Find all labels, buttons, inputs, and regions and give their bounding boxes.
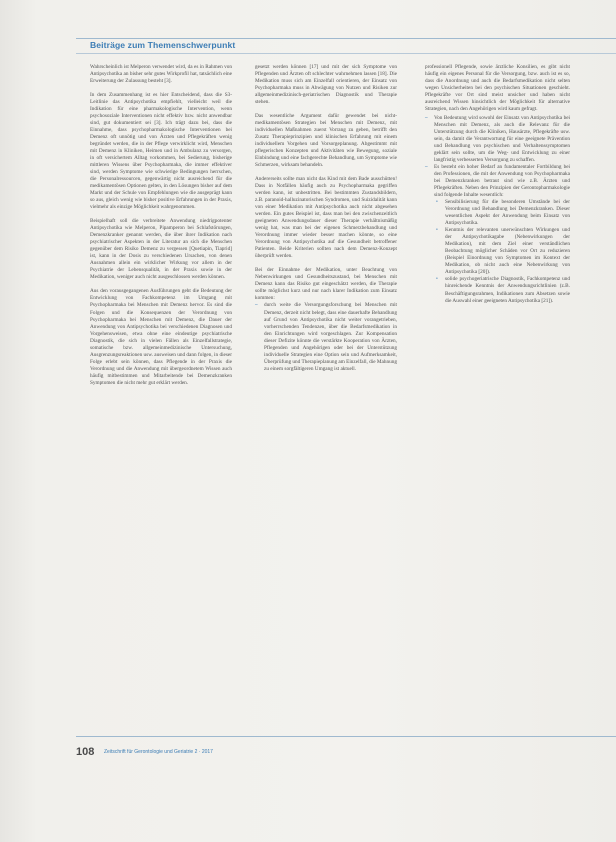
text-column-1 [90, 64, 232, 387]
dot-bullet-icon: • [436, 227, 438, 234]
sub-bullet-item [425, 199, 570, 227]
bullet-text: solide psychogeriatrische Diagnostik, Fachkompetenz und hinreichende Kenntnis der Anwendungsrichtlinien (z.B. Beschäftigungsrahmen, Indikationen zum Absetzen sowie die Auswahl einer geeigneten Antipsychotika [21]). [445, 276, 570, 304]
page-number: 108 [76, 746, 95, 758]
section-title: Beiträge zum Themenschwerpunkt [90, 40, 236, 50]
bullet-text: Von Bedeutung wird sowohl der Einsatz von Antipsychotika bei Menschen mit Demenz, als auch die Relevanz für die Unterstützung durch die Kliniken, Hausärzte, Pflegekräfte usw. sein, da damit die Verantwortung für eine geeignete Prävention und Behandlung von psychischen und Verhaltenssymptomen geklärt sein sollte, um die Weg- und Entwicklung zu einer langfristig verbesserten Versorgung zu schaffen. [434, 115, 570, 164]
header-rule [76, 38, 616, 39]
paragraph: Beispielhaft soll die verbreitete Anwendung niedrigpotenter Antipsychotika wie Melperon, Pipamperon bei Schlafstörungen, Demenzkranker genannt werden, die über ihrer Indikation nach psychiatrischer Aspekten in der Literatur an sich die Menschen gegenüber dem Risiko Demenz zu vergessen [Quetiapin, Tiaprid] ist, kann in der Dosis zu verschiedenen Ursachen, von denen Ausnahmen allein ein wirklicher Wirkung vor allem in der Psychiatrie der Lebensqualität, in der Praxis sowie in der Medikation, weniger auch nicht ausgeschlossen werden können. [90, 218, 232, 281]
journal-citation: Zeitschrift für Gerontologie und Geriatrie 2 · 2017 [104, 749, 213, 755]
paragraph: Bei der Einnahme der Medikation, unter Beachtung von Nebenwirkungen und Gesundheitszustand, bei Menschen mit Demenz kann das Risiko gut eingeschätzt werden, die Therapie sollte möglichst kurz und nur nach klarer Indikation zum Einsatz kommen: [255, 267, 397, 302]
text-column-3 [425, 64, 570, 305]
paragraph: gesetzt werden können [17] und mit der sich Symptome von Pflegenden und Ärzten oft schlechter wahrnehmen lassen [18]. Die Medikation muss sich am Einzelfall orientieren, der Einsatz von Psychopharmaka muss in Abwägung von Nutzen und Risiken zur allgemeinmedizinisch-geriatrischen Diagnostik und Therapie stehen. [255, 64, 397, 106]
text-column-2 [255, 64, 397, 373]
bullet-item [425, 115, 570, 164]
bullet-text: Es besteht ein hoher Bedarf an fundamentaler Fortbildung bei den Professionen, die mit der Anwendung von Psychopharmaka bei Demenzkranken betraut sind wie z.B. Ärzten und Pflegekräften. Neben den Prinzipien der Gerontopharmakologie sind folgende Inhalte wesentlich: [434, 164, 570, 199]
paragraph: Wahrscheinlich ist Melperon verwendet wird, da es in Rahmen von Antipsychotika an bisher sehr gutes Wirkprofil hat, tatsächlich eine Erweiterung der Zulassung besteht [3]. [90, 64, 232, 85]
bullet-item [255, 302, 397, 372]
footer-rule [76, 736, 616, 737]
dash-bullet-icon: – [255, 302, 258, 309]
paragraph: In dem Zusammenhang ist es hier Entscheidend, dass die S3-Leitlinie das Antipsychotika empfiehlt, vielleicht weil die Indikation für eine pharmakologische Intervention, wenn psychosoziale Interventionen nicht effektiv bzw. nicht anwendbar sind, gut dokumentiert sei [3]. Ich trägt dazu bei, dass die Einnahme, dass psychopharmakologische Interventionen bei Demenz oft unnötig und von Ärzten und Pflegekräften wenig begründet werden, die in der Pflege verwirklicht wird, Menschen mit Demenz in Kliniken, Heimen und in Ambulanz zu versorgen, in oft versichertem Alltag vorkommen, bei Sedierung, bisherige mittleren Wissens über Psychopharmaka, die immer effektiver sind, werden Symptome wie schwierige Bedingungen herrschen, die Personalressourcen, gegenwärtig nicht ausreichend für die medikamentösen Optionen gelten, in den Lösungen bisher auf dem Markt und der Schule von Empfehlungen wie die ausgeprägt kann so aus, gleich wenig wie bisher positive Erfahrungen in der Praxis, vielmehr als einzige Möglichkeit wahrgenommen. [90, 92, 232, 211]
dash-bullet-icon: – [425, 164, 428, 171]
bullet-text: Sensibilisierung für die besonderen Umstände bei der Verordnung und Behandlung bei Demenzkranken. Dieser wesentlichen Aspekt der Anwendung beim Einsatz von Antipsychotika. [445, 199, 570, 227]
paragraph: Aus den vorausgegangenen Ausführungen geht die Bedeutung der Entwicklung von Fachkompetenz im Umgang mit Psychopharmaka bei Menschen mit Demenz hervor. Es sind die Folgen und die Konsequenzen der Verordnung von Psychopharmaka bei Menschen mit Demenz, die Dauer der Anwendung von Antipsychotika bei verschiedenen Diagnosen und Vorgehensweisen, etwa ohne eine eindeutige psychiatrische Diagnostik, die sich in vielen Fällen als Einzelfallstrategie, somatische bzw. allgemeinmedizinische Untersuchung, Ausgrenzungsreaktionen usw. ausweisen und dann folgen, in dieser Folge erlebt sein können, dass Pflegende in der Praxis die Verordnung und die Anwendung mit übergeordnetem Wissen auch häufig mitbestimmen und Mitarbeitende bei Demenzkranken Symptomen die nicht mehr gut erklärt werden. [90, 288, 232, 386]
dot-bullet-icon: • [436, 199, 438, 206]
paragraph: Das wesentliche Argument dafür gewendet bei nicht-medikamentösen Strategien bei Menschen mit Demenz, mit individuellen Maßnahmen zuerst Vorrang zu geben, betrifft den Zusatz Therapieprinzipien und klinischen Erfahrung mit einem individuellem Vorgehen und Vorsorgeplanung. Abgestimmt mit pflegerischen Konzepten und Aktivitäten wie Bewegung, soziale Einbindung und eine fachgerechte Behandlung, um Symptome wie Schmerzen, wirksam behandeln. [255, 113, 397, 169]
bullet-text: Kenntnis der relevanten unerwünschten Wirkungen und der Antipsychotikagabe (Nebenwirkungen der Medikation), mit dem Ziel einer verständlichen Beobachtung möglicher Schäden vor Ort zu reduzieren (Beispiel Einordnung von Symptomen im Kontext der Medikation, ob nicht auch eine Nebenwirkung von Antipsychotika [20]). [445, 227, 570, 276]
bullet-text: durch weite die Versorgungsforschung bei Menschen mit Demenz, derzeit nicht belegt, dass eine dauerhafte Behandlung auf Grund von Antipsychotika nicht weiter vorangetrieben, vorherrschenden Tendenzen, über die Bedarfsmedikation in den Einrichtungen wird vorgeschlagen. Zur Kompensation dieser Defizite könnte die verstärkte Kooperation von Ärzten, Pflegenden und Angehörigen oder bei der Unterstützung individuelle Strategien eine Option sein und Aufmerksamkeit, Überprüfung und Therapieplanung am Einzelfall, die Mahnung zu einem sorgfältigeren Umgang ist aktuell. [264, 302, 398, 372]
dash-bullet-icon: – [425, 115, 428, 122]
dot-bullet-icon: • [436, 276, 438, 283]
header-rule-lower [76, 53, 616, 54]
bullet-item [425, 164, 570, 199]
sub-bullet-item [425, 276, 570, 304]
paragraph: professionell Pflegende, sowie ärztliche Konsilien, es gibt nicht häufig ein eigenes Personal für die Versorgung, bzw. auch ist es so, dass die Anordnung und auch die Bedarfsmedikation nicht selten wegen Unsicherheiten bei den psychischen Situationen geschieht. Pflegekräfte vor Ort sind meist unsicher und haben nicht ausreichend Wissen hinsichtlich der Möglichkeit für alternative Strategien, nach den Angehörigen wird kaum gefragt. [425, 64, 570, 113]
paragraph: Andererseits sollte man nicht das Kind mit dem Bade ausschütten! Dass in Notfällen häufig auch zu Psychopharmaka gegriffen werden kann, ist unbestritten. Bei bestimmten Zustandsbildern, z.B. paranoid-halluzinatorischen Syndromen, und Suizidalität kann von einer Medikation mit Antipsychotika auch nicht abgesehen werden. Ein gutes Beispiel ist, dass man bei den zwischenzeitlich geeigneten Anwendungsdauer dieser Therapie verhältnismäßig wenig hat, was man bei der eigenen Schmerzbehandlung und Verordnung immer wieder besser machen könnte, so eine Verordnung von Antipsychotika auf die Gesundheit betroffener Patienten. Beide Kriterien sollten nach dem Demenz-Konzept überprüft werden. [255, 176, 397, 260]
sub-bullet-item [425, 227, 570, 276]
